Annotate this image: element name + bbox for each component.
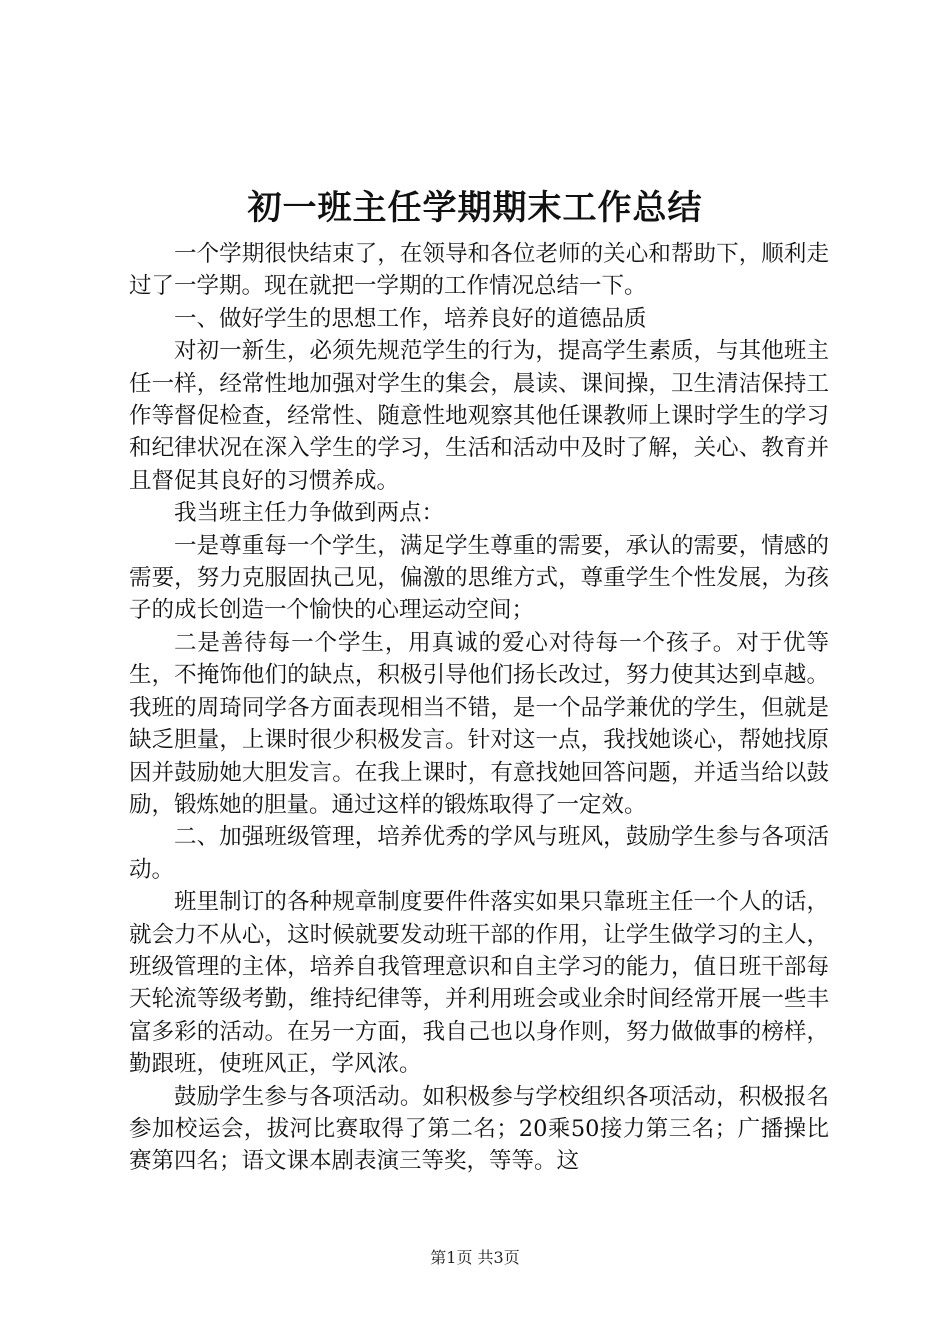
document-body [129, 238, 829, 1178]
paragraph-intro: 一个学期很快结束了，在领导和各位老师的关心和帮助下，顺利走过了一学期。现在就把一学期的工作情况总结一下。 [129, 241, 829, 300]
section-heading-1: 一、做好学生的思想工作，培养良好的道德品质 [174, 305, 647, 332]
paragraph: 班里制订的各种规章制度要件件落实如果只靠班主任一个人的话，就会力不从心，这时候就要发动班干部的作用，让学生做学习的主人，班级管理的主体，培养自我管理意识和自主学习的能力，值日班干部每天轮流等级考勤，维持纪律等，并利用班会或业余时间经常开展一些丰富多彩的活动。在另一方面，我自己也以身作则，努力做做事的榜样，勤跟班，使班风正，学风浓。 [129, 889, 829, 1078]
document-title: 初一班主任学期期末工作总结 [247, 188, 703, 228]
page-footer: 第1页 共3页 [430, 1248, 520, 1267]
paragraph: 鼓励学生参与各项活动。如积极参与学校组织各项活动，积极报名参加校运会，拔河比赛取得了第二名；20乘50接力第三名；广播操比赛第四名；语文课本剧表演三等奖，等等。这 [129, 1083, 829, 1175]
paragraph: 二是善待每一个学生，用真诚的爱心对待每一个孩子。对于优等生，不掩饰他们的缺点，积极引导他们扬长改过，努力使其达到卓越。我班的周琦同学各方面表现相当不错，是一个品学兼优的学生，但就是缺乏胆量，上课时很少积极发言。针对这一点，我找她谈心，帮她找原因并鼓励她大胆发言。在我上课时，有意找她回答问题，并适当给以鼓励，锻炼她的胆量。通过这样的锻炼取得了一定效。 [129, 629, 829, 818]
paragraph: 我当班主任力争做到两点： [174, 500, 445, 527]
paragraph: 一是尊重每一个学生，满足学生尊重的需要，承认的需要，情感的需要，努力克服固执己见，偏激的思维方式，尊重学生个性发展，为孩子的成长创造一个愉快的心理运动空间； [129, 532, 829, 624]
paragraph: 对初一新生，必须先规范学生的行为，提高学生素质，与其他班主任一样，经常性地加强对学生的集会，晨读、课间操，卫生清洁保持工作等督促检查，经常性、随意性地观察其他任课教师上课时学生的学习和纪律状况在深入学生的学习，生活和活动中及时了解，关心、教育并且督促其良好的习惯养成。 [129, 338, 829, 494]
section-heading-2: 二、加强班级管理，培养优秀的学风与班风，鼓励学生参与各项活动。 [129, 824, 829, 883]
